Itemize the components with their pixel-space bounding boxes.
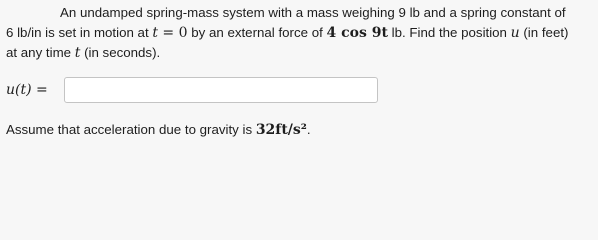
force-expression: 4 cos 9t [326,25,388,41]
problem-line-3-pre: at any time [6,45,75,60]
problem-line-3 [6,43,594,63]
answer-label: u(t) = [6,82,48,98]
problem-line-2-mid: by an external force of [187,25,327,40]
gravity-note [6,120,311,140]
equals-zero: = 0 [157,25,188,41]
gravity-note-post: . [306,122,311,137]
problem-line-1-text: An undamped spring-mass system with a mass weighing 9 lb and a spring constant of [60,5,566,20]
problem-line-1 [6,3,594,23]
time-variable-2: t [74,45,81,61]
gravity-value: 32ft/s² [255,122,307,138]
answer-input[interactable] [64,77,378,103]
problem-statement [6,3,594,63]
position-variable: u [510,25,520,41]
problem-line-2-post: lb. Find the position [387,25,511,40]
problem-line-2-pre: 6 lb/in is set in motion at [6,25,153,40]
problem-line-2 [6,23,594,43]
problem-line-2-end: (in feet) [519,25,569,40]
time-variable: t [152,25,158,41]
gravity-note-pre: Assume that acceleration due to gravity is [6,122,256,137]
problem-line-3-post: (in seconds). [80,45,161,60]
answer-row [6,76,378,104]
